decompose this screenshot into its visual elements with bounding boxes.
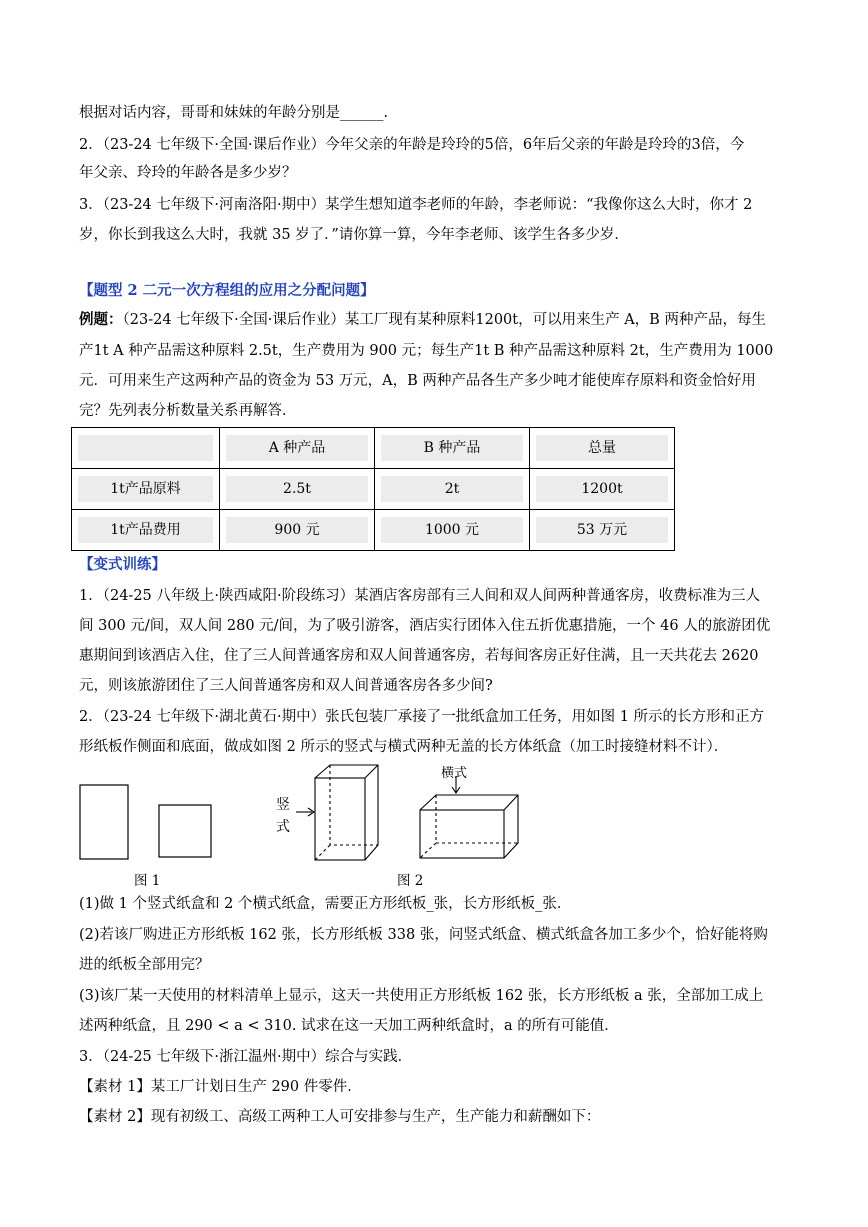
subquestion-2-line-1: (2)若该厂购进正方形纸板 162 张，长方形纸板 338 张，问竖式纸盒、横式纸盒各加工多少个，恰好能将购	[79, 927, 768, 943]
table-cell: B 种产品	[381, 435, 523, 461]
table-cell	[78, 435, 213, 461]
table-cell: 53 万元	[536, 517, 668, 543]
figure-1-rectangle-square	[75, 780, 220, 865]
practice-2-line-2: 形纸板作侧面和底面，做成如图 2 所示的竖式与横式两种无盖的长方体纸盒（加工时接缝材料不计）．	[79, 739, 729, 755]
square-board-shape	[159, 805, 211, 857]
table-row	[72, 510, 675, 551]
section-heading-practice: 【变式训练】	[79, 556, 166, 573]
table-cell: 900 元	[226, 517, 368, 543]
vertical-label-bottom: 式	[276, 819, 290, 835]
horizontal-box-shape	[420, 776, 518, 858]
practice-1-line-3: 惠期间到该酒店入住，住了三人间普通客房和双人间普通客房，若每间客房正好住满，且一天共花去 2620	[79, 648, 759, 664]
question-3-line-1: 3．（23-24 七年级下·河南洛阳·期中）某学生想知道李老师的年龄，李老师说：“我像你这么大时，你才 2	[79, 197, 753, 213]
table-cell: 1000 元	[381, 517, 523, 543]
horizontal-label: 横式	[441, 766, 468, 781]
table-cell: 总量	[536, 435, 668, 461]
subquestion-2-line-2: 进的纸板全部用完？	[79, 957, 210, 973]
subquestion-3-line-1: (3)该厂某一天使用的材料清单上显示，这天一共使用正方形纸板 162 张，长方形纸板 a 张，全部加工成上	[79, 988, 764, 1004]
question-2-line-2: 年父亲、玲玲的年龄各是多少岁？	[79, 165, 297, 181]
table-row	[72, 469, 675, 510]
example-line-1	[79, 310, 798, 330]
practice-1-line-4: 元，则该旅游团住了三人间普通客房和双人间普通客房各多少间?	[79, 678, 493, 694]
table-cell: 1200t	[536, 476, 668, 502]
practice-1-line-1: 1．（24-25 八年级上·陕西咸阳·阶段练习）某酒店客房部有三人间和双人间两种普通客房，收费标准为三人	[79, 588, 761, 604]
subquestion-1: (1)做 1 个竖式纸盒和 2 个横式纸盒，需要正方形纸板_张，长方形纸板_张．	[79, 896, 572, 912]
figure-2-caption: 图 2	[397, 873, 424, 889]
table-cell: 2.5t	[226, 476, 368, 502]
section-heading-type-2: 【题型 2 二元一次方程组的应用之分配问题】	[79, 282, 375, 299]
question-2-line-1: 2．（23-24 七年级下·全国·课后作业）今年父亲的年龄是玲玲的5倍，6年后父亲的年龄是玲玲的3倍，今	[79, 137, 745, 153]
answer-line: 根据对话内容，哥哥和妹妹的年龄分别是______.	[79, 105, 389, 121]
vertical-label-top: 竖	[276, 797, 290, 813]
table-header-row	[72, 428, 675, 469]
practice-3-line-1: 3．（24-25 七年级下·浙江温州·期中）综合与实践．	[79, 1049, 413, 1065]
question-3-line-2: 岁，你长到我这么大时，我就 35 岁了．”请你算一算，今年李老师、该学生各多少岁．	[79, 227, 629, 243]
example-line-4: 完？先列表分析数量关系再解答．	[79, 403, 297, 419]
example-text: （23-24 七年级下·全国·课后作业）某工厂现有某种原料1200t，可以用来生产 A，B 两种产品，每生	[122, 312, 766, 328]
table-cell: 1t产品原料	[78, 476, 213, 502]
table-cell: A 种产品	[226, 435, 368, 461]
figure-2-boxes	[290, 760, 530, 868]
table-cell: 1t产品费用	[78, 517, 213, 543]
vertical-box-shape	[296, 765, 378, 860]
rectangle-board-shape	[80, 785, 128, 859]
table-cell: 2t	[381, 476, 523, 502]
analysis-table	[71, 427, 675, 551]
example-label: 例题：	[79, 311, 123, 328]
figure-1-caption: 图 1	[134, 873, 161, 889]
subquestion-3-line-2: 述两种纸盒，且 290 < a < 310. 试求在这一天加工两种纸盒时，a 的所有可能值．	[79, 1018, 619, 1034]
practice-1-line-2: 间 300 元/间，双人间 280 元/间，为了吸引游客，酒店实行团体入住五折优惠措施，一个 46 人的旅游团优	[79, 618, 771, 634]
material-2: 【素材 2】现有初级工、高级工两种工人可安排参与生产，生产能力和薪酬如下：	[79, 1109, 601, 1125]
example-line-2: 产1t A 种产品需这种原料 2.5t，生产费用为 900 元；每生产1t B 种产品需这种原料 2t，生产费用为 1000	[79, 343, 774, 359]
example-line-3: 元．可用来生产这两种产品的资金为 53 万元，A，B 两种产品各生产多少吨才能使库存原料和资金恰好用	[79, 373, 756, 389]
material-1: 【素材 1】某工厂计划日生产 290 件零件．	[79, 1079, 362, 1095]
practice-2-line-1: 2．（23-24 七年级下·湖北黄石·期中）张氏包装厂承接了一批纸盒加工任务，用如图 1 所示的长方形和正方	[79, 709, 765, 725]
